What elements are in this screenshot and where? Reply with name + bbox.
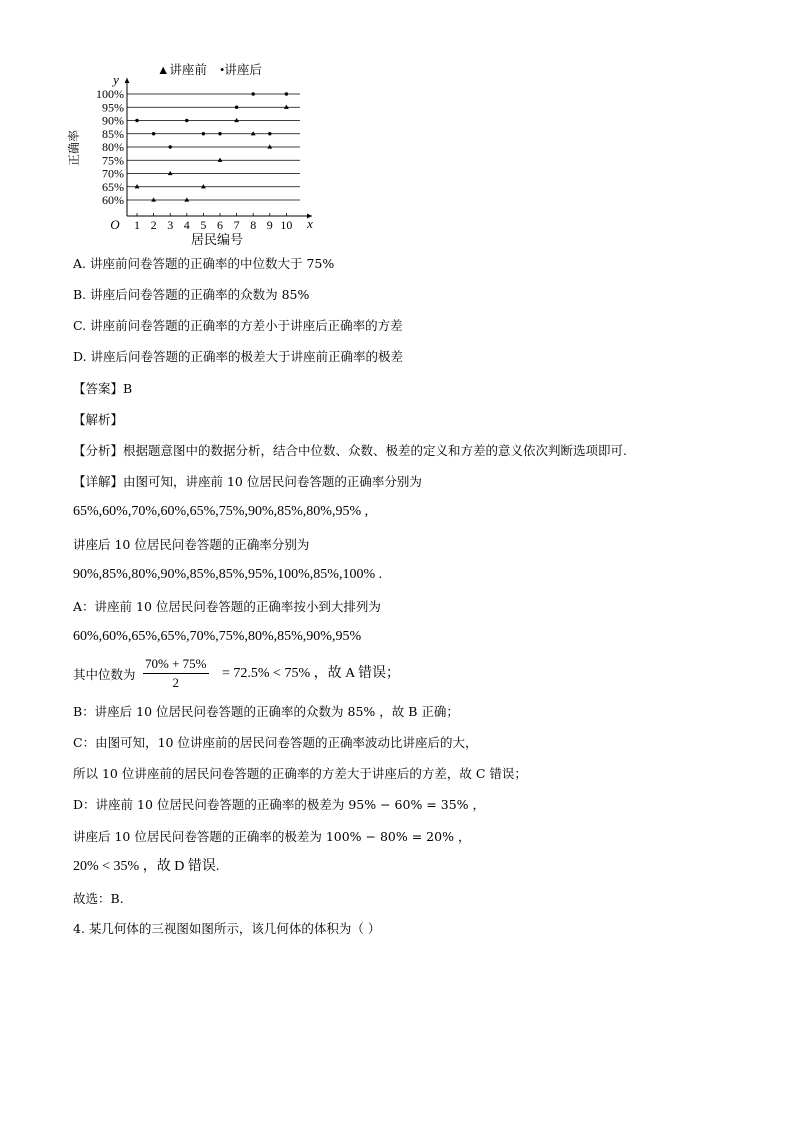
x-tick-label: 10 (280, 218, 293, 232)
median-numerator: 70% + 75% (143, 656, 209, 674)
x-tick-label: 9 (266, 218, 273, 232)
y-tick-labels (96, 87, 124, 207)
x-axis-letter: x (307, 216, 313, 231)
x-tick-label: 2 (150, 218, 157, 232)
point-before (218, 158, 223, 162)
d-explanation-3: 20% < 35% ，故 D 错误. (73, 859, 220, 874)
detail-after-intro: 讲座后 10 位居民问卷答题的正确率分别为 (73, 537, 310, 552)
answer-line: 【答案】B (73, 381, 133, 396)
chart-gridlines (127, 94, 300, 200)
detail-intro: 【详解】由图可知，讲座前 10 位居民问卷答题的正确率分别为 (73, 474, 422, 489)
x-tick-label: 4 (183, 218, 190, 232)
y-tick-label: 70% (102, 166, 124, 181)
x-axis-label: 居民编号 (190, 232, 244, 246)
option-b: B. 讲座后问卷答题的正确率的众数为 85% (73, 287, 310, 302)
legend-after: •讲座后 (220, 63, 262, 77)
median-prefix: 其中位数为 (73, 667, 136, 682)
y-tick-label: 80% (102, 140, 124, 154)
x-tick-label: 3 (167, 218, 174, 232)
d-explanation-2: 讲座后 10 位居民问卷答题的正确率的极差为 100% − 80% = 20% ， (73, 829, 471, 844)
point-before (168, 171, 173, 175)
point-after (235, 106, 238, 109)
median-result: = 72.5% < 75% ，故 A 错误； (222, 666, 400, 681)
point-before (267, 144, 272, 148)
y-tick-label: 60% (102, 193, 124, 207)
point-after (202, 132, 205, 135)
question-4: 4. 某几何体的三视图如图所示，该几何体的体积为（ ） (73, 921, 381, 936)
point-before (284, 105, 289, 109)
median-fraction (143, 656, 209, 691)
point-before (135, 184, 140, 188)
option-c: C. 讲座前问卷答题的正确率的方差小于讲座后正确率的方差 (73, 318, 403, 333)
analysis-heading: 【解析】 (73, 412, 124, 427)
a-sorted-intro: A：讲座前 10 位居民问卷答题的正确率按小到大排列为 (73, 599, 381, 614)
data-before-list: 65%,60%,70%,60%,65%,75%,90%,85%,80%,95% , (73, 504, 369, 519)
x-tick-label: 5 (200, 218, 207, 232)
analysis-summary: 【分析】根据题意图中的数据分析，结合中位数、众数、极差的定义和方差的意义依次判断选项即可. (73, 443, 627, 458)
data-after-list: 90%,85%,80%,90%,85%,85%,95%,100%,85%,100% . (73, 567, 383, 582)
x-tick-label: 6 (217, 218, 223, 232)
y-axis-label: 正确率 (67, 129, 81, 167)
chart-legend (157, 62, 262, 77)
d-explanation-1: D：讲座前 10 位居民问卷答题的正确率的极差为 95% − 60% = 35% ， (73, 797, 486, 812)
a-sorted-list: 60%,60%,65%,65%,70%,75%,80%,85%,90%,95% (73, 629, 362, 644)
c-explanation-2: 所以 10 位讲座前的居民问卷答题的正确率的方差大于讲座后的方差，故 C 错误； (73, 766, 527, 781)
b-explanation: B：讲座后 10 位居民问卷答题的正确率的众数为 85% ，故 B 正确； (73, 704, 459, 719)
origin-label: O (110, 217, 120, 232)
legend-before: ▲讲座前 (157, 63, 207, 77)
point-before (201, 184, 206, 188)
point-before (234, 118, 239, 122)
scatter-chart (60, 56, 330, 246)
chart-axes (125, 78, 313, 219)
point-after (135, 119, 138, 122)
y-tick-label: 90% (102, 113, 124, 128)
point-after (152, 132, 155, 135)
point-before (151, 197, 156, 201)
median-denominator: 2 (172, 675, 179, 690)
y-axis-arrow (125, 78, 130, 83)
y-tick-label: 85% (102, 126, 124, 141)
option-d: D. 讲座后问卷答题的正确率的极差大于讲座前正确率的极差 (73, 349, 404, 364)
c-explanation-1: C：由图可知，10 位讲座前的居民问卷答题的正确率波动比讲座后的大， (73, 735, 478, 750)
option-a: A. 讲座前问卷答题的正确率的中位数大于 75% (73, 256, 335, 271)
y-tick-label: 100% (96, 87, 124, 101)
point-after (185, 119, 188, 122)
point-after (268, 132, 271, 135)
x-tick-label: 1 (134, 218, 140, 232)
y-tick-label: 75% (102, 153, 124, 168)
point-before (184, 197, 189, 201)
y-tick-label: 65% (102, 179, 124, 194)
point-before (251, 131, 256, 135)
point-after (169, 145, 172, 148)
choose-line: 故选：B. (73, 891, 124, 906)
y-axis-letter: y (113, 72, 119, 87)
point-after (218, 132, 221, 135)
point-after (252, 92, 255, 95)
x-tick-label: 8 (250, 218, 257, 232)
point-after (285, 92, 288, 95)
y-tick-label: 95% (102, 100, 124, 115)
x-tick-label: 7 (233, 218, 240, 232)
